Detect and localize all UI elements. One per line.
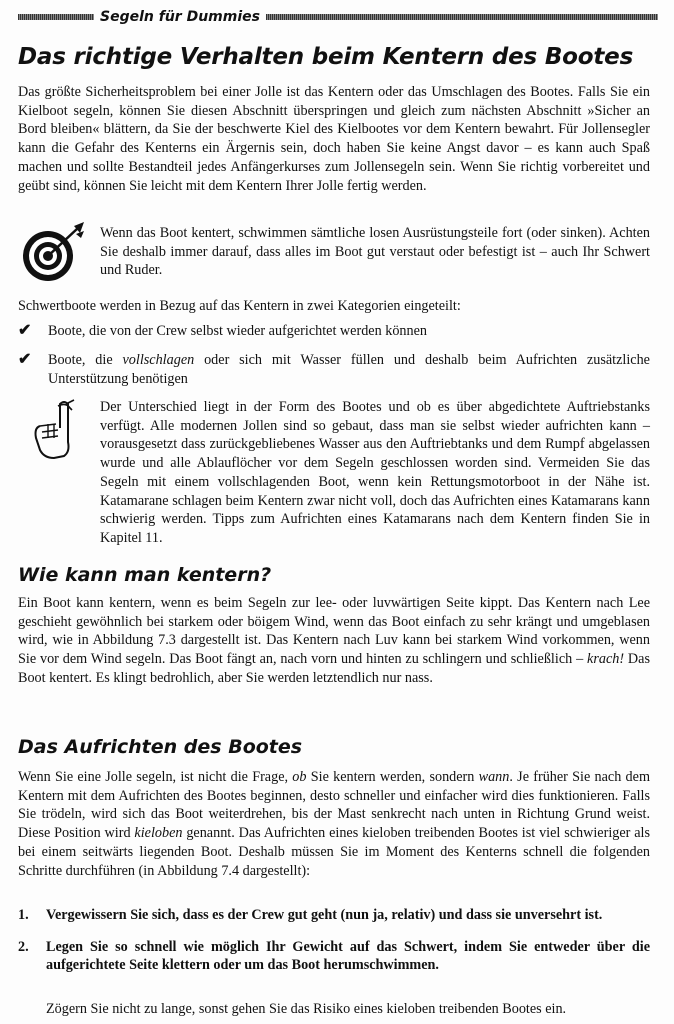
running-header xyxy=(18,8,658,26)
wie-kentern-paragraph xyxy=(18,594,650,688)
wie-kentern-emphasis: krach! xyxy=(587,651,625,668)
list-item xyxy=(18,906,650,925)
step-text: Vergewissern Sie sich, dass es der Crew gut geht (nun ja, relativ) und dass sie unversehrt ist. xyxy=(46,907,603,923)
aufrichten-paragraph xyxy=(18,768,650,880)
section-heading-wie-kentern: Wie kann man kentern? xyxy=(18,564,272,586)
aufrichten-text-b: Sie kentern werden, sondern xyxy=(306,769,479,785)
bullet2-emphasis: vollschlagen xyxy=(122,352,195,368)
bullet-item-self-righting: Boote, die von der Crew selbst wieder aufgerichtet werden können xyxy=(48,323,427,339)
aufrichten-emphasis-kieloben: kieloben xyxy=(134,825,183,842)
bullet2-text-a: Boote, die xyxy=(48,352,123,368)
categories-intro: Schwertboote werden in Bezug auf das Kentern in zwei Kategorien eingeteilt: xyxy=(18,298,461,314)
aufrichten-text-c: . Je früher Sie nach dem Kentern mit dem Aufrichten des Bootes beginnen, desto schneller und einfacher wird dies funktionieren. Falls Sie trödeln, wird sich das Boot weiterdrehen, bis der Mast senkrecht nach unten in Richtung Grund weist. Diese Position wird xyxy=(18,769,650,842)
wie-kentern-text-b: Das Boot kentert. Es klingt bedrohlich, aber Sie werden letztendlich nur nass. xyxy=(18,651,650,686)
list-item xyxy=(18,938,650,975)
aufrichten-text-a: Wenn Sie eine Jolle segeln, ist nicht die Frage, xyxy=(18,769,293,785)
bullet-item-swamping xyxy=(48,351,650,388)
intro-paragraph: Das größte Sicherheitsproblem bei einer Jolle ist das Kentern oder das Umschlagen des Bootes. Falls Sie ein Kielboot segeln, können Sie diesen Abschnitt überspringen und gleich zum nächsten Abschnitt »Sicher an Bord bleiben« blättern, da Sie der beschwerte Kiel des Kielbootes vor dem Kentern bewahrt. Für Jollensegler kann die Gefahr des Kenterns ein Ärgernis sein, doch haben Sie keine Angst davor – es kann auch Spaß machen und sollte Bestandteil jedes Anfängerkurses zum Jollensegeln sein. Wenn Sie richtig vorbereitet und geübt sind, können Sie leicht mit dem Kentern Ihrer Jolle fertig werden. xyxy=(18,84,650,194)
section-heading-aufrichten: Das Aufrichten des Bootes xyxy=(18,736,303,758)
aufrichten-emphasis-ob: ob xyxy=(292,769,307,785)
check-mark-icon: ✔ xyxy=(18,322,32,339)
bullet2-text-b: oder sich mit Wasser füllen und deshalb beim Aufrichten zusätzliche Unterstützung benötigen xyxy=(48,352,650,387)
aufrichten-text-d: genannt. Das Aufrichten eines kieloben treibenden Bootes ist viel schwieriger als bei einem seitwärts liegenden Boot. Deshalb müssen Sie im Moment des Kenterns schnell die folgenden Schritte durchführen (in Abbildung 7.4 dargestellt): xyxy=(18,825,650,879)
aufrichten-emphasis-wann: wann xyxy=(478,769,510,785)
tip-target-text: Wenn das Boot kentert, schwimmen sämtliche losen Ausrüstungsteile fort (oder sinken). Achten Sie deshalb immer darauf, dass alles im Boot gut verstaut oder befestigt ist – auch Ihr Schwert und Ruder. xyxy=(100,225,650,279)
step-number: 1. xyxy=(18,907,29,923)
running-title: Segeln für Dummies xyxy=(100,9,260,25)
step2-followup-text: Zögern Sie nicht zu lange, sonst gehen Sie das Risiko eines kieloben treibenden Bootes ein. xyxy=(46,1001,567,1017)
target-icon xyxy=(18,222,92,284)
section-heading-kentern: Das richtige Verhalten beim Kentern des Bootes xyxy=(18,44,634,70)
note-hand-text: Der Unterschied liegt in der Form des Bootes und ob es über abgedichtete Auftriebstanks verfügt. Alle modernen Jollen sind so gebaut, dass man sie selbst wieder aufrichten kann – vorausgesetzt dass zurückgebliebenes Wasser aus den Auftriebtanks und dem Rumpf abgelassen wurde und alle Ablauflöcher vor dem Segeln geschlossen worden sind. Vermeiden Sie das Segeln mit einem vollschlagenden Boot, wenn kein Rettungsmotorboot in der Nähe ist. Katamarane schlagen beim Kentern zwar nicht voll, doch das Aufrichten eines Katamarans kann schwierig werden. Tipps zum Aufrichten eines Katamarans nach dem Kentern finden Sie in Kapitel 11. xyxy=(100,399,650,546)
check-mark-icon: ✔ xyxy=(18,351,32,368)
step-text: Legen Sie so schnell wie möglich Ihr Gewicht auf das Schwert, indem Sie entweder über die aufgerichtete Seite klettern oder um das Boot herumschwimmen. xyxy=(46,938,650,974)
header-rule-left xyxy=(18,14,94,20)
step-number: 2. xyxy=(18,938,29,955)
wie-kentern-text-a: Ein Boot kann kentern, wenn es beim Segeln zur lee- oder luvwärtigen Seite kippt. Das Kentern nach Lee geschieht gewöhnlich bei starkem oder böigem Wind, wenn das Boot einfach zu sehr krängt und umgeblasen wird, wie in Abbildung 7.3 dargestellt ist. Das Kentern nach Luv kann bei starkem Wind vorkommen, wenn Sie vor dem Wind segeln. Das Boot fängt an, nach vorn und hinten zu schlingern und schließlich – xyxy=(18,595,650,668)
numbered-steps xyxy=(18,906,650,975)
hand-finger-string-icon xyxy=(30,398,80,462)
header-rule-right xyxy=(266,14,658,20)
